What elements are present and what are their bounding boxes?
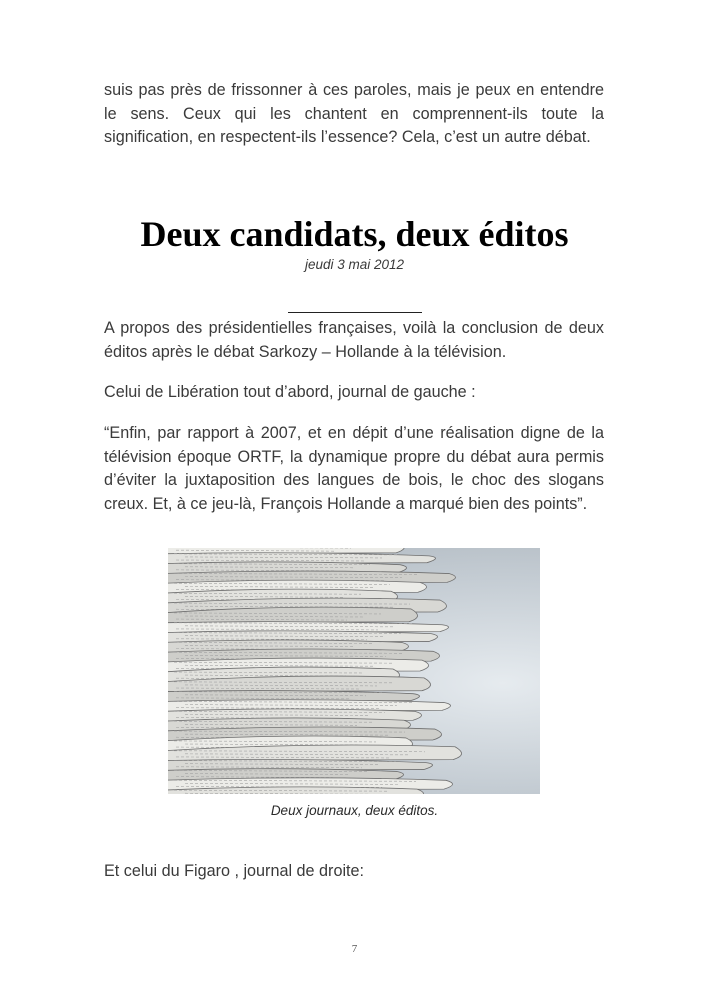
article-date: jeudi 3 mai 2012	[304, 257, 405, 272]
article-paragraph-4: Et celui du Figaro , journal de droite:	[104, 862, 365, 880]
newspaper-stack-image	[168, 548, 540, 794]
intro-paragraph: suis pas près de frissonner à ces paroles, mais je peux en entendre le sens. Ceux qui les chantent en comprennent-ils toute la signification, en respectent-ils l’essence? Cela, c’est un autre débat.	[104, 81, 604, 146]
article-paragraph-1: A propos des présidentielles françaises, voilà la conclusion de deux éditos après le débat Sarkozy – Hollande à la télévision.	[104, 319, 604, 361]
figure-caption: Deux journaux, deux éditos.	[270, 803, 439, 818]
article-paragraph-2: Celui de Libération tout d’abord, journal de gauche :	[104, 383, 476, 401]
newspaper-stack-illustration	[168, 548, 540, 794]
page-number: 7	[351, 943, 358, 955]
article-title: Deux candidats, deux éditos	[140, 214, 569, 254]
title-separator	[288, 312, 422, 313]
article-quote-paragraph: “Enfin, par rapport à 2007, et en dépit d’une réalisation digne de la télévision époque ORTF, la dynamique propre du débat aura permis d’éviter la juxtaposition des langues de bois, le choc des slogans creux. Et, à ce jeu-là, François Hollande a marqué bien des points”.	[104, 424, 604, 513]
